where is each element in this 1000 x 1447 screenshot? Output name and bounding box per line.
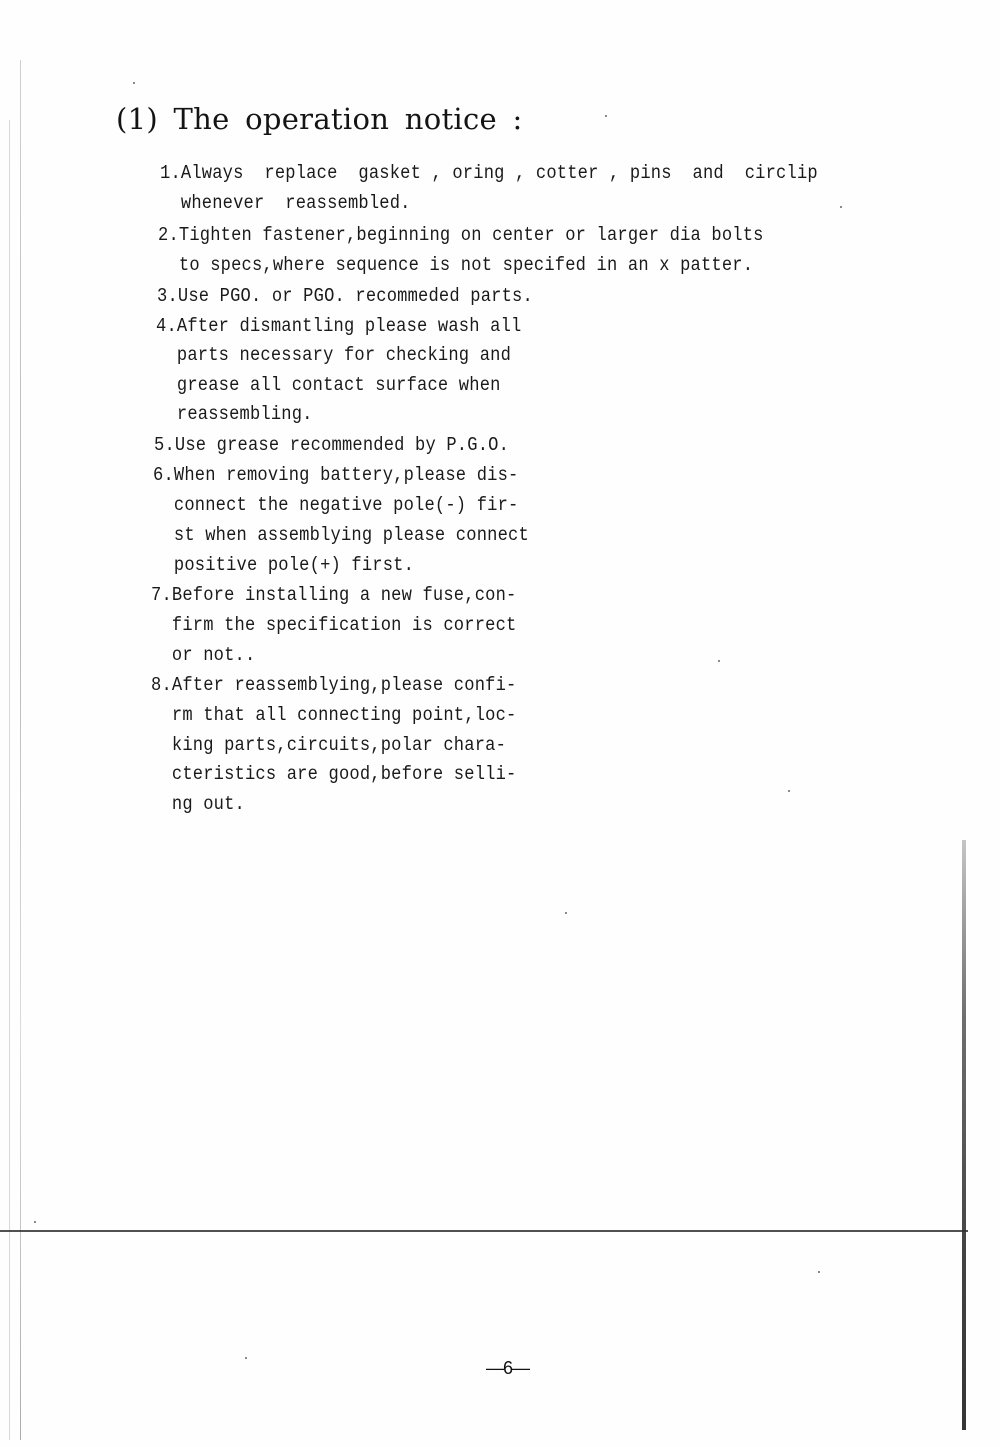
scan-edge-right (962, 840, 966, 1430)
notice-item-6-line-2: connect the negative pole(-) fir- (153, 494, 519, 516)
notice-item-2-line-2: to specs,where sequence is not specifed in an x patter. (158, 254, 754, 276)
scan-speck (718, 660, 720, 662)
notice-item-4-line-2: parts necessary for checking and (156, 344, 512, 366)
notice-item-7-line-1: 7.Before installing a new fuse,con- (151, 584, 517, 606)
notice-item-1-line-1: 1.Always replace gasket , oring , cotter , pins and circlip (160, 162, 818, 184)
scan-speck (133, 82, 135, 84)
notice-item-8-line-3: king parts,circuits,polar chara- (151, 734, 507, 756)
notice-item-5-line-1: 5.Use grease recommended by P.G.O. (154, 434, 510, 456)
notice-item-4-line-1: 4.After dismantling please wash all (156, 315, 522, 337)
notice-item-2-line-1: 2.Tighten fastener,beginning on center or larger dia bolts (158, 224, 764, 246)
notice-item-1-line-2: whenever reassembled. (160, 192, 411, 214)
notice-item-8-line-1: 8.After reassemblying,please confi- (151, 674, 517, 696)
scan-speck (840, 206, 842, 208)
section-heading: (1) The operation notice : (116, 102, 523, 136)
notice-item-8-line-5: ng out. (151, 793, 245, 815)
page-number: —6— (486, 1358, 530, 1378)
scan-speck (565, 912, 567, 914)
scan-edge-left-inner (9, 120, 10, 1440)
notice-item-8-line-4: cteristics are good,before selli- (151, 763, 517, 785)
scan-speck (818, 1271, 820, 1273)
scan-edge-left (20, 60, 21, 1440)
notice-item-7-line-2: firm the specification is correct (151, 614, 517, 636)
notice-item-6-line-3: st when assemblying please connect (153, 524, 529, 546)
notice-item-3-line-1: 3.Use PGO. or PGO. recommeded parts. (157, 285, 533, 307)
scan-speck (245, 1357, 247, 1359)
notice-item-4-line-3: grease all contact surface when (156, 374, 501, 396)
notice-item-4-line-4: reassembling. (156, 403, 313, 425)
notice-item-8-line-2: rm that all connecting point,loc- (151, 704, 517, 726)
notice-item-7-line-3: or not.. (151, 644, 256, 666)
scan-speck (34, 1221, 36, 1223)
notice-item-6-line-1: 6.When removing battery,please dis- (153, 464, 519, 486)
scan-speck (605, 115, 607, 117)
scan-speck (788, 790, 790, 792)
notice-item-6-line-4: positive pole(+) first. (153, 554, 415, 576)
footer-divider (0, 1230, 968, 1232)
